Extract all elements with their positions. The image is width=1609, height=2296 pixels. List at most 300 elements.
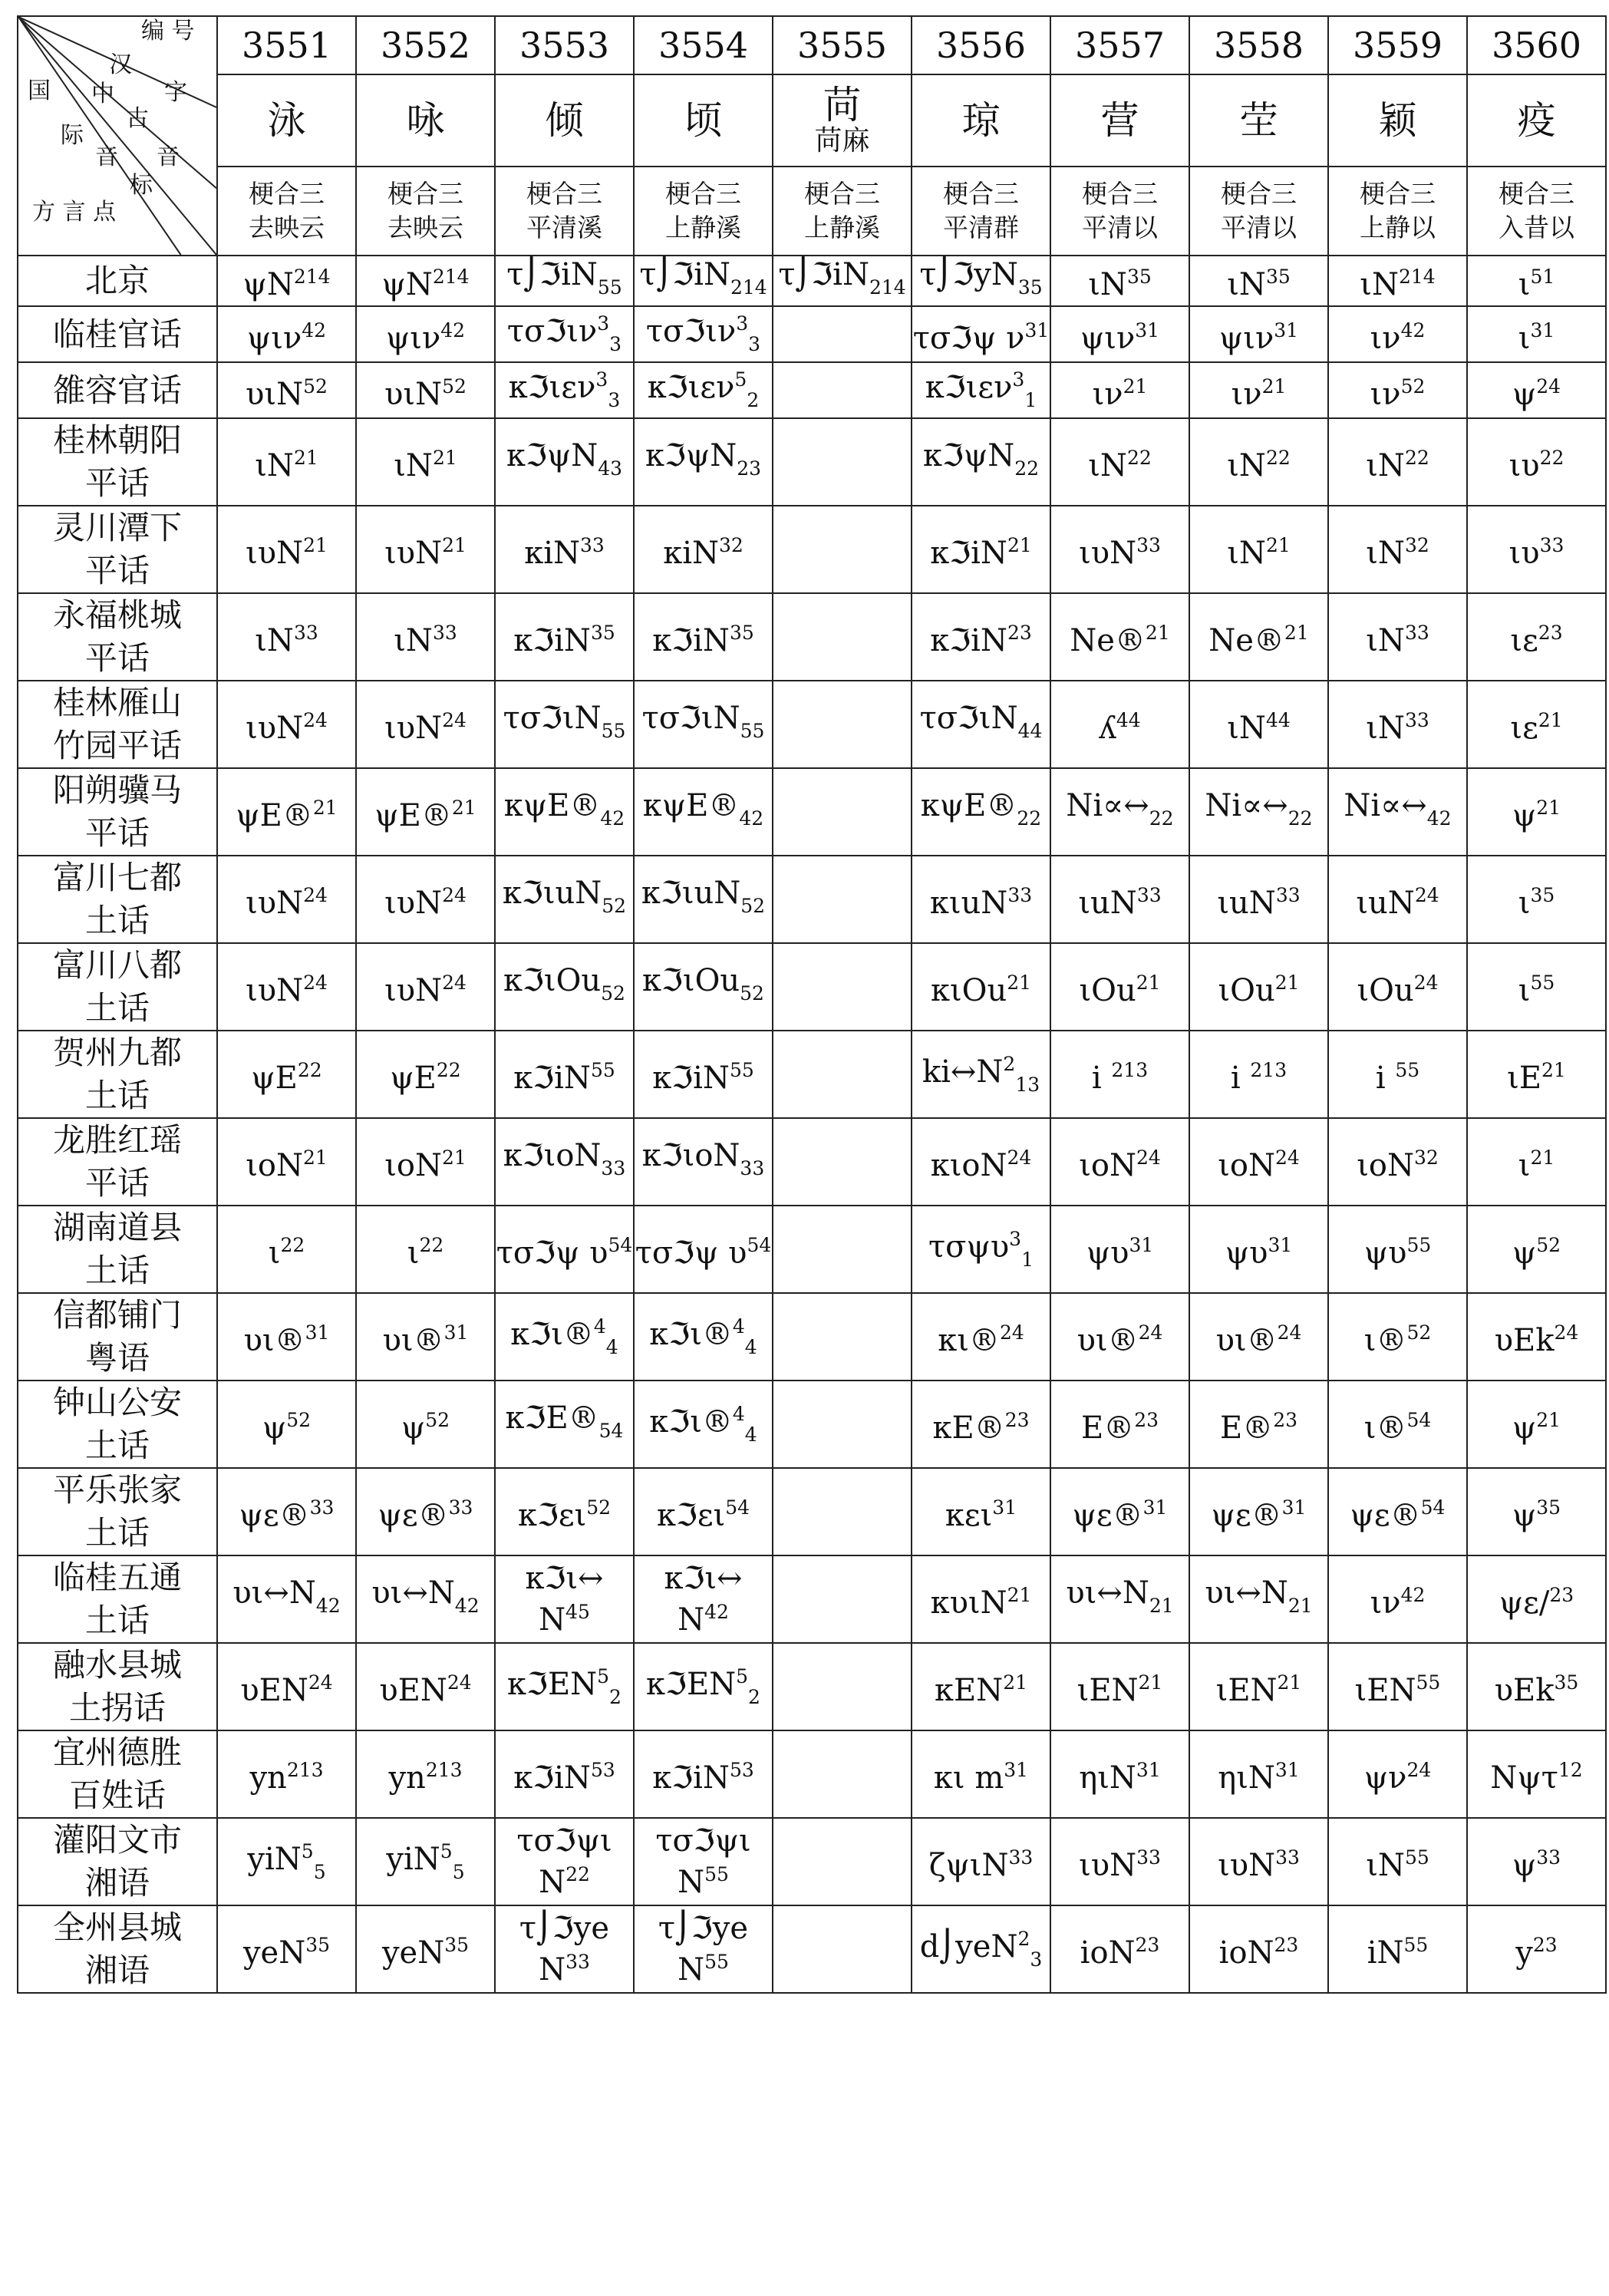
ipa-segment: κιuN	[929, 886, 1008, 922]
ipa-transcription-cell	[217, 856, 356, 943]
ipa-transcription-cell	[356, 768, 495, 856]
tone-value: 22	[1404, 447, 1429, 470]
tone-value: 33	[601, 1156, 626, 1179]
tone-value: 24	[442, 884, 467, 907]
ipa-transcription-cell	[1467, 1031, 1606, 1118]
tone-value: 52	[286, 1409, 312, 1432]
dialect-row	[18, 681, 1606, 768]
ipa-transcription-cell	[1467, 1643, 1606, 1730]
middle-chinese-category	[495, 167, 634, 256]
ipa-transcription-cell	[356, 856, 495, 943]
tone-value: 21	[1007, 972, 1032, 995]
tone-value: 33	[1008, 1846, 1034, 1869]
tone-value: 3	[1030, 1948, 1043, 1971]
ipa-transcription-cell	[1467, 362, 1606, 418]
ipa-segment: ιυN	[384, 711, 443, 747]
ipa-segment: ηιN	[1218, 1760, 1275, 1796]
ipa-segment: τσℑιν	[506, 314, 598, 350]
diagonal-header-label: 编 号	[141, 18, 195, 45]
tone-value: 22	[1539, 447, 1564, 470]
ipa-transcription-cell	[634, 1643, 773, 1730]
ipa-transcription-cell	[634, 1206, 773, 1293]
diagonal-header-label: 汉	[109, 51, 132, 78]
ipa-transcription-cell	[217, 593, 356, 681]
ipa-segment: ιν	[1231, 376, 1262, 412]
tone-value: 4	[732, 1402, 745, 1425]
ipa-transcription-cell	[1050, 418, 1189, 506]
entry-number: 3556	[912, 16, 1050, 74]
ipa-segment: τ⌡ℑiN	[639, 256, 730, 292]
han-character-cell	[1189, 74, 1328, 167]
tone-value: 214	[869, 275, 906, 299]
ipa-segment: ιoN	[1357, 1148, 1414, 1184]
ipa-transcription-cell	[912, 681, 1050, 768]
ipa-transcription-cell	[356, 1905, 495, 1993]
ipa-segment: υιN	[246, 376, 304, 412]
ipa-transcription-cell	[773, 1643, 912, 1730]
ipa-segment: κℑEN	[646, 1666, 737, 1702]
ipa-segment: yiN	[386, 1841, 440, 1877]
tone-value: 33	[309, 1496, 335, 1519]
ipa-transcription-cell	[773, 306, 912, 362]
tone-value: 3	[1009, 1227, 1022, 1250]
tone-value: 33	[565, 1951, 590, 1974]
ipa-transcription-cell	[495, 1206, 634, 1293]
middle-chinese-category	[1050, 167, 1189, 256]
ipa-segment: υι↔N	[232, 1575, 316, 1611]
ipa-segment: i	[1375, 1061, 1396, 1097]
ipa-transcription-cell	[217, 362, 356, 418]
ipa-transcription-cell	[217, 1643, 356, 1730]
ipa-transcription-cell	[634, 1293, 773, 1381]
tone-value: 23	[1134, 1409, 1159, 1432]
ipa-transcription-cell	[217, 681, 356, 768]
ipa-transcription-cell	[356, 1293, 495, 1381]
ipa-transcription-cell	[217, 1031, 356, 1118]
tone-value: 5	[301, 1839, 314, 1862]
ipa-segment: ψ	[1512, 1848, 1537, 1884]
ipa-transcription-cell	[1050, 1643, 1189, 1730]
tone-value: 31	[1024, 318, 1050, 341]
ipa-segment: ιN	[1366, 1848, 1405, 1884]
ipa-transcription-cell	[912, 1905, 1050, 1993]
tone-value: 21	[441, 1146, 467, 1169]
ipa-segment: yn	[249, 1760, 287, 1796]
dialect-row	[18, 1118, 1606, 1206]
ipa-transcription-cell	[773, 1468, 912, 1555]
ipa-transcription-cell	[1467, 306, 1606, 362]
dialect-point-line: 平话	[84, 1164, 150, 1202]
han-character: 咏	[406, 98, 445, 143]
dialect-row	[18, 418, 1606, 506]
ipa-segment: yn	[388, 1760, 426, 1796]
ipa-transcription-cell	[1328, 593, 1467, 681]
ipa-segment: ιoN	[1079, 1148, 1136, 1184]
ipa-transcription-cell	[1189, 856, 1328, 943]
tone-value: 23	[1135, 1934, 1160, 1957]
tone-value: 24	[1274, 1146, 1300, 1169]
ipa-segment: ψε®	[1072, 1498, 1143, 1534]
ipa-transcription-cell	[773, 506, 912, 593]
tone-value: 33	[1136, 1846, 1161, 1869]
ipa-transcription-cell	[773, 1381, 912, 1468]
ipa-transcription-cell	[1050, 768, 1189, 856]
ipa-segment: yeN	[242, 1935, 306, 1971]
ipa-segment: ιυN	[246, 886, 304, 922]
tone-value: 23	[1549, 1584, 1574, 1607]
dialect-point-name	[18, 1818, 217, 1905]
tone-value: 21	[1284, 622, 1309, 645]
ipa-transcription-cell	[1328, 768, 1467, 856]
ipa-segment: ζψιN	[928, 1848, 1009, 1884]
ipa-segment: κℑiN	[652, 1760, 730, 1796]
ipa-segment: κℑι↔ N	[664, 1561, 743, 1638]
tone-value: 3	[736, 312, 749, 335]
dialect-point-line: 贺州九都	[52, 1034, 182, 1072]
ipa-segment: τ⌡ℑye N	[519, 1911, 610, 1988]
tone-value: 54	[608, 1234, 633, 1257]
dialect-point-name	[18, 1468, 217, 1555]
tone-value: 214	[293, 266, 331, 289]
tone-value: 4	[744, 1423, 757, 1446]
han-character-cell	[217, 74, 356, 167]
ipa-transcription-cell	[1189, 1031, 1328, 1118]
han-character-cell	[1328, 74, 1467, 167]
ipa-segment: ιN	[394, 448, 433, 484]
ipa-transcription-cell	[356, 1818, 495, 1905]
ipa-segment: ψν	[1363, 1760, 1407, 1796]
tone-value: 35	[1530, 884, 1555, 907]
tone-value: 21	[1541, 1059, 1566, 1082]
tone-value: 33	[1136, 884, 1162, 907]
ipa-segment: Nψτ	[1490, 1760, 1558, 1796]
ipa-transcription-cell	[356, 1206, 495, 1293]
ipa-segment: ψυ	[1086, 1235, 1129, 1272]
middle-chinese-line: 梗合三	[1082, 179, 1158, 209]
tone-value: 23	[1538, 622, 1563, 645]
tone-value: 5	[734, 368, 747, 391]
ipa-transcription-cell	[773, 681, 912, 768]
tone-value: 24	[442, 709, 467, 732]
tone-value: 5	[452, 1860, 465, 1883]
ipa-segment: ψυ	[1363, 1235, 1407, 1272]
ipa-transcription-cell	[1050, 681, 1189, 768]
ipa-transcription-cell	[634, 1118, 773, 1206]
tone-value: 12	[1558, 1759, 1583, 1782]
ipa-segment: κℑiN	[652, 623, 730, 659]
tone-value: 21	[1149, 1594, 1174, 1617]
dialect-point-name	[18, 1118, 217, 1206]
tone-value: 21	[1274, 972, 1300, 995]
tone-value: 32	[718, 534, 744, 557]
ipa-segment: κiN	[524, 536, 580, 572]
ipa-transcription-cell	[634, 1905, 773, 1993]
ipa-segment: ιN	[255, 448, 294, 484]
dialect-point-line: 土话	[84, 1602, 150, 1640]
ipa-transcription-cell	[1467, 1468, 1606, 1555]
tone-value: 31	[1530, 318, 1555, 341]
tone-value: 22	[1265, 447, 1291, 470]
ipa-segment: υι↔N	[1205, 1575, 1288, 1611]
ipa-transcription-cell	[495, 1818, 634, 1905]
ipa-transcription-cell	[634, 506, 773, 593]
ipa-transcription-cell	[1189, 681, 1328, 768]
ipa-transcription-cell	[1189, 306, 1328, 362]
dialect-point-line: 龙胜红瑶	[52, 1121, 182, 1160]
tone-value: 21	[1261, 374, 1287, 398]
tone-value: 54	[747, 1234, 772, 1257]
tone-value: 35	[1536, 1496, 1561, 1519]
ipa-segment: ιuN	[1217, 886, 1276, 922]
ipa-segment: κυιN	[930, 1585, 1007, 1621]
ipa-transcription-cell	[1189, 1468, 1328, 1555]
han-character-cell	[1050, 74, 1189, 167]
dialect-point-line: 阳朔骥马	[52, 771, 182, 810]
dialect-point-line: 永福桃城	[52, 596, 182, 635]
header-number-row	[18, 16, 1606, 74]
tone-value: 31	[1274, 1759, 1300, 1782]
tone-value: 214	[1398, 266, 1436, 289]
tone-value: 31	[1268, 1234, 1293, 1257]
ipa-transcription-cell	[1467, 943, 1606, 1031]
ipa-segment: ψιν	[246, 320, 302, 356]
ipa-segment: ιoN	[384, 1148, 442, 1184]
tone-value: 55	[1530, 972, 1555, 995]
dialect-point-line: 平话	[84, 814, 150, 853]
ipa-transcription-cell	[1328, 1293, 1467, 1381]
dialect-point-line: 平话	[84, 639, 150, 678]
ipa-segment: κιoN	[930, 1148, 1007, 1184]
ipa-segment: τ⌡ℑiN	[506, 256, 598, 292]
tone-value: 53	[729, 1759, 754, 1782]
tone-value: 52	[1400, 374, 1426, 398]
ipa-segment: κiN	[663, 536, 719, 572]
ipa-transcription-cell	[495, 256, 634, 306]
tone-value: 52	[442, 374, 467, 398]
tone-value: 31	[1129, 1234, 1154, 1257]
tone-value: 1	[1024, 389, 1037, 412]
tone-value: 33	[1536, 1846, 1561, 1869]
dialect-point-line: 桂林雁山	[52, 684, 182, 722]
ipa-segment: κℑιεν	[508, 370, 596, 406]
ipa-transcription-cell	[1189, 1293, 1328, 1381]
ipa-transcription-cell	[1050, 856, 1189, 943]
ipa-transcription-cell	[1328, 1381, 1467, 1468]
ipa-transcription-cell	[1328, 1905, 1467, 1993]
tone-value: 21	[1277, 1671, 1302, 1694]
ipa-segment: ιυN	[384, 886, 443, 922]
ipa-segment: ι	[1518, 267, 1531, 303]
tone-value: 24	[1406, 1759, 1432, 1782]
ipa-segment: κψE®	[503, 787, 601, 823]
ipa-transcription-cell	[356, 1468, 495, 1555]
han-character-cell	[1467, 74, 1606, 167]
tone-value: 21	[1003, 1671, 1027, 1694]
tone-value: 24	[442, 972, 467, 995]
tone-value: 22	[297, 1059, 322, 1082]
ipa-transcription-cell	[217, 506, 356, 593]
tone-value: 33	[1539, 534, 1564, 557]
ipa-transcription-cell	[912, 418, 1050, 506]
dialect-point-name	[18, 1206, 217, 1293]
ipa-transcription-cell	[1328, 856, 1467, 943]
ipa-transcription-cell	[912, 856, 1050, 943]
ipa-transcription-cell	[217, 1818, 356, 1905]
ipa-segment: E®	[1219, 1410, 1274, 1447]
middle-chinese-category	[1467, 167, 1606, 256]
ipa-segment: yeN	[381, 1935, 445, 1971]
tone-value: 21	[1145, 622, 1170, 645]
ipa-segment: τσℑιν	[645, 314, 737, 350]
ipa-segment: ιN	[255, 623, 294, 659]
ipa-transcription-cell	[1328, 256, 1467, 306]
dialect-row	[18, 1643, 1606, 1730]
tone-value: 35	[305, 1934, 331, 1957]
ipa-transcription-cell	[634, 1730, 773, 1818]
ipa-segment: ψ	[1512, 1410, 1537, 1447]
tone-value: 21	[1136, 972, 1161, 995]
ipa-segment: ιN	[394, 623, 433, 659]
ipa-segment: κει	[945, 1498, 993, 1534]
ipa-segment: κℑιεν	[647, 370, 735, 406]
ipa-transcription-cell	[1328, 943, 1467, 1031]
dialect-point-line: 土话	[84, 902, 150, 940]
dialect-row	[18, 1555, 1606, 1643]
middle-chinese-line: 去映云	[387, 213, 463, 242]
ipa-transcription-cell	[495, 856, 634, 943]
middle-chinese-category	[1189, 167, 1328, 256]
tone-value: 52	[303, 374, 328, 398]
middle-chinese-line: 梗合三	[804, 179, 880, 209]
ipa-segment: i	[1091, 1061, 1112, 1097]
tone-value: 3	[608, 389, 621, 412]
tone-value: 42	[739, 807, 764, 830]
ipa-transcription-cell	[1328, 1118, 1467, 1206]
tone-value: 3	[1012, 368, 1025, 391]
ipa-transcription-cell	[217, 1555, 356, 1643]
tone-value: 24	[303, 972, 328, 995]
tone-value: 35	[1017, 275, 1043, 299]
middle-chinese-line: 梗合三	[943, 179, 1019, 209]
middle-chinese-line: 平清溪	[526, 213, 602, 242]
ipa-segment: τσψυ	[928, 1229, 1010, 1265]
ipa-transcription-cell	[773, 362, 912, 418]
ipa-segment: κι®	[938, 1323, 1000, 1359]
dialect-point-name	[18, 856, 217, 943]
middle-chinese-line: 上静溪	[804, 213, 880, 242]
ipa-segment: Ni∝↔	[1205, 787, 1288, 823]
ipa-segment: E®	[1080, 1410, 1135, 1447]
ipa-segment: υEN	[379, 1673, 447, 1709]
ipa-segment: ιN	[1088, 448, 1127, 484]
ipa-segment: ιuN	[1356, 886, 1415, 922]
ipa-segment: κℑiN	[930, 536, 1007, 572]
tone-value: 3	[595, 368, 608, 391]
diagonal-header-label: 国	[28, 78, 51, 104]
ipa-transcription-cell	[495, 362, 634, 418]
ipa-transcription-cell	[634, 1818, 773, 1905]
ipa-transcription-cell	[1328, 1555, 1467, 1643]
tone-value: 22	[436, 1059, 461, 1082]
tone-value: 31	[1274, 318, 1299, 341]
tone-value: 21	[1138, 1671, 1163, 1694]
dialect-point-name	[18, 1031, 217, 1118]
ipa-segment: ψE	[390, 1061, 437, 1097]
ipa-transcription-cell	[495, 1031, 634, 1118]
ipa-transcription-cell	[634, 418, 773, 506]
dialect-row	[18, 506, 1606, 593]
tone-value: 22	[1126, 447, 1152, 470]
ipa-segment: τ⌡ℑyN	[919, 256, 1018, 292]
ipa-transcription-cell	[634, 362, 773, 418]
entry-number: 3553	[495, 16, 634, 74]
tone-value: 2	[1017, 1927, 1030, 1950]
ipa-segment: ψ	[1512, 1235, 1537, 1272]
ipa-segment: τσℑψ υ	[496, 1235, 608, 1272]
ipa-segment: κιOu	[930, 973, 1007, 1009]
ipa-segment: ι	[1518, 1148, 1531, 1184]
han-character-cell	[634, 74, 773, 167]
ipa-segment: κℑιOu	[503, 962, 602, 998]
ipa-transcription-cell	[1050, 1206, 1189, 1293]
tone-value: 23	[1004, 1409, 1030, 1432]
tone-value: 35	[1554, 1671, 1579, 1694]
han-character: 颖	[1378, 98, 1417, 143]
ipa-segment: ι	[1518, 973, 1531, 1009]
ipa-transcription-cell	[495, 1905, 634, 1993]
ipa-segment: ψε®	[1350, 1498, 1421, 1534]
ipa-segment: κℑiN	[513, 1760, 591, 1796]
ipa-transcription-cell	[1050, 943, 1189, 1031]
ipa-segment: ιOu	[1218, 973, 1275, 1009]
middle-chinese-category	[912, 167, 1050, 256]
ipa-transcription-cell	[1328, 1818, 1467, 1905]
ipa-transcription-cell	[1189, 1818, 1328, 1905]
ipa-transcription-cell	[356, 1730, 495, 1818]
ipa-transcription-cell	[773, 1905, 912, 1993]
tone-value: 55	[729, 1059, 754, 1082]
ipa-transcription-cell	[912, 1381, 1050, 1468]
tone-value: 31	[1281, 1496, 1307, 1519]
ipa-transcription-cell	[1050, 1730, 1189, 1818]
ipa-segment: υEN	[240, 1673, 308, 1709]
dialect-point-name	[18, 943, 217, 1031]
ipa-transcription-cell	[1189, 1555, 1328, 1643]
ipa-transcription-cell	[217, 1118, 356, 1206]
ipa-segment: ψε®	[1211, 1498, 1282, 1534]
ipa-transcription-cell	[634, 256, 773, 306]
ipa-transcription-cell	[217, 1905, 356, 1993]
tone-value: 44	[1265, 709, 1291, 732]
ipa-transcription-cell	[217, 768, 356, 856]
tone-value: 4	[744, 1335, 757, 1358]
han-character-cell	[495, 74, 634, 167]
ipa-transcription-cell	[356, 256, 495, 306]
ipa-segment: ιε	[1510, 623, 1538, 659]
ipa-segment: τσℑψ υ	[635, 1235, 747, 1272]
tone-value: 21	[312, 797, 338, 820]
ipa-transcription-cell	[356, 306, 495, 362]
tone-value: 31	[1142, 1496, 1168, 1519]
diagonal-header-label: 音	[95, 144, 118, 170]
tone-value: 55	[1416, 1671, 1441, 1694]
ipa-segment: κℑιεν	[925, 370, 1013, 406]
tone-value: 24	[1007, 1146, 1032, 1169]
tone-value: 53	[590, 1759, 615, 1782]
tone-value: 22	[1017, 807, 1042, 830]
tone-value: 33	[432, 622, 457, 645]
middle-chinese-line: 上静以	[1360, 213, 1436, 242]
